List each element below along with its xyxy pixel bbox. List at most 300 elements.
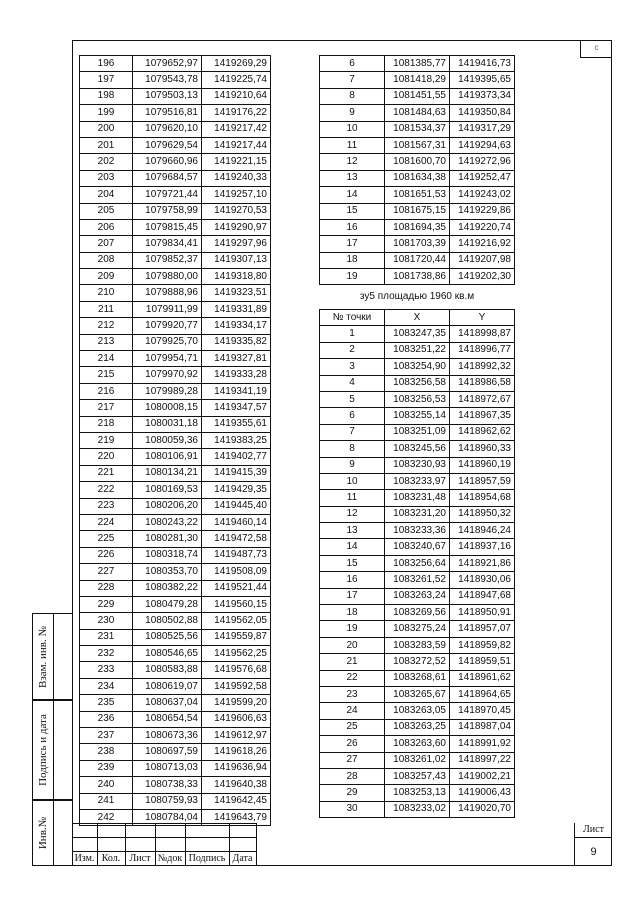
point-number-cell: 230	[80, 613, 133, 629]
point-number-cell: 10	[320, 473, 385, 489]
y-coordinate-cell: 1419317,29	[450, 121, 515, 137]
x-coordinate-cell: 1083247,35	[385, 326, 450, 342]
point-number-cell: 19	[320, 621, 385, 637]
x-coordinate-cell: 1081634,38	[385, 170, 450, 186]
point-number-cell: 216	[80, 383, 133, 399]
table-row	[320, 768, 515, 784]
table-row	[80, 318, 271, 334]
point-number-cell: 6	[320, 408, 385, 424]
point-number-cell: 23	[320, 686, 385, 702]
table-row	[320, 137, 515, 153]
x-coordinate-cell: 1083230,93	[385, 457, 450, 473]
point-number-cell: 210	[80, 285, 133, 301]
y-coordinate-cell: 1418959,82	[450, 637, 515, 653]
x-coordinate-cell: 1080318,74	[133, 547, 202, 563]
y-coordinate-cell: 1419269,29	[202, 56, 271, 72]
table-row	[320, 539, 515, 555]
point-number-cell: 200	[80, 121, 133, 137]
sheet-box	[574, 823, 612, 866]
x-coordinate-cell: 1083233,36	[385, 523, 450, 539]
x-coordinate-cell: 1083261,52	[385, 572, 450, 588]
table-row	[80, 121, 271, 137]
x-coordinate-cell: 1080281,30	[133, 531, 202, 547]
table-row	[320, 473, 515, 489]
point-number-cell: 198	[80, 88, 133, 104]
y-coordinate-cell: 1419229,86	[450, 203, 515, 219]
y-coordinate-cell: 1418996,77	[450, 342, 515, 358]
table-row	[80, 400, 271, 416]
coordinates-table-left	[79, 55, 271, 826]
point-number-cell: 21	[320, 654, 385, 670]
point-number-cell: 22	[320, 670, 385, 686]
y-coordinate-cell: 1419643,79	[202, 809, 271, 825]
x-coordinate-cell: 1083283,59	[385, 637, 450, 653]
x-coordinate-cell: 1080134,21	[133, 465, 202, 481]
y-coordinate-cell: 1418961,62	[450, 670, 515, 686]
y-coordinate-cell: 1419508,09	[202, 564, 271, 580]
y-coordinate-cell: 1418970,45	[450, 703, 515, 719]
header-y: Y	[450, 310, 515, 326]
y-coordinate-cell: 1419220,74	[450, 219, 515, 235]
point-number-cell: 16	[320, 572, 385, 588]
x-coordinate-cell: 1079834,41	[133, 236, 202, 252]
y-coordinate-cell: 1419445,40	[202, 498, 271, 514]
table-row	[320, 752, 515, 768]
table-row	[320, 588, 515, 604]
point-number-cell: 7	[320, 424, 385, 440]
x-coordinate-cell: 1083257,43	[385, 768, 450, 784]
y-coordinate-cell: 1419599,20	[202, 695, 271, 711]
y-coordinate-cell: 1419383,25	[202, 432, 271, 448]
table-row	[320, 555, 515, 571]
col-podpis: Подпись	[188, 853, 226, 864]
x-coordinate-cell: 1081738,86	[385, 269, 450, 285]
table-row	[80, 580, 271, 596]
label-podpis-data: Подпись и дата	[37, 714, 49, 786]
table-row	[320, 105, 515, 121]
table-caption: зу5 площадью 1960 кв.м	[359, 291, 475, 302]
x-coordinate-cell: 1079543,78	[133, 72, 202, 88]
x-coordinate-cell: 1080697,59	[133, 744, 202, 760]
table-row	[80, 793, 271, 809]
x-coordinate-cell: 1080169,53	[133, 482, 202, 498]
point-number-cell: 24	[320, 703, 385, 719]
x-coordinate-cell: 1080738,33	[133, 777, 202, 793]
y-coordinate-cell: 1419472,58	[202, 531, 271, 547]
x-coordinate-cell: 1079880,00	[133, 269, 202, 285]
col-list: Лист	[129, 853, 151, 864]
x-coordinate-cell: 1080654,54	[133, 711, 202, 727]
x-coordinate-cell: 1079516,81	[133, 105, 202, 121]
x-coordinate-cell: 1080008,15	[133, 400, 202, 416]
table-row	[320, 424, 515, 440]
table-row	[320, 219, 515, 235]
x-coordinate-cell: 1080106,91	[133, 449, 202, 465]
table-row	[80, 498, 271, 514]
table-row	[80, 646, 271, 662]
x-coordinate-cell: 1081694,35	[385, 219, 450, 235]
point-number-cell: 213	[80, 334, 133, 350]
x-coordinate-cell: 1080479,28	[133, 596, 202, 612]
x-coordinate-cell: 1083263,60	[385, 736, 450, 752]
table-row	[320, 670, 515, 686]
point-number-cell: 197	[80, 72, 133, 88]
y-coordinate-cell: 1419521,44	[202, 580, 271, 596]
point-number-cell: 207	[80, 236, 133, 252]
y-coordinate-cell: 1419318,80	[202, 269, 271, 285]
y-coordinate-cell: 1419642,45	[202, 793, 271, 809]
point-number-cell: 209	[80, 269, 133, 285]
y-coordinate-cell: 1419221,15	[202, 154, 271, 170]
table-row	[320, 187, 515, 203]
table-row	[320, 719, 515, 735]
x-coordinate-cell: 1083269,56	[385, 605, 450, 621]
y-coordinate-cell: 1418957,07	[450, 621, 515, 637]
table-row	[320, 490, 515, 506]
x-coordinate-cell: 1079684,57	[133, 170, 202, 186]
table-row	[320, 252, 515, 268]
table-row	[80, 662, 271, 678]
point-number-cell: 4	[320, 375, 385, 391]
x-coordinate-cell: 1080382,22	[133, 580, 202, 596]
y-coordinate-cell: 1419252,47	[450, 170, 515, 186]
table-row	[320, 236, 515, 252]
y-coordinate-cell: 1419350,84	[450, 105, 515, 121]
y-coordinate-cell: 1419562,25	[202, 646, 271, 662]
x-coordinate-cell: 1080353,70	[133, 564, 202, 580]
y-coordinate-cell: 1418950,32	[450, 506, 515, 522]
y-coordinate-cell: 1419217,44	[202, 137, 271, 153]
table-row	[80, 72, 271, 88]
point-number-cell: 13	[320, 523, 385, 539]
x-coordinate-cell: 1083275,24	[385, 621, 450, 637]
point-number-cell: 15	[320, 203, 385, 219]
x-coordinate-cell: 1081600,70	[385, 154, 450, 170]
y-coordinate-cell: 1419606,63	[202, 711, 271, 727]
table-row	[320, 736, 515, 752]
x-coordinate-cell: 1079503,13	[133, 88, 202, 104]
y-coordinate-cell: 1418987,04	[450, 719, 515, 735]
point-number-cell: 236	[80, 711, 133, 727]
coordinates-table-zu5	[319, 309, 515, 818]
label-inv: Инв.№	[37, 816, 49, 850]
y-coordinate-cell: 1418992,32	[450, 359, 515, 375]
y-coordinate-cell: 1418959,51	[450, 654, 515, 670]
point-number-cell: 28	[320, 768, 385, 784]
y-coordinate-cell: 1419612,97	[202, 728, 271, 744]
x-coordinate-cell: 1079954,71	[133, 351, 202, 367]
point-number-cell: 20	[320, 637, 385, 653]
table-row	[80, 465, 271, 481]
y-coordinate-cell: 1418947,68	[450, 588, 515, 604]
table-row	[320, 408, 515, 424]
table-row	[320, 375, 515, 391]
x-coordinate-cell: 1083231,48	[385, 490, 450, 506]
x-coordinate-cell: 1080637,04	[133, 695, 202, 711]
y-coordinate-cell: 1418921,86	[450, 555, 515, 571]
point-number-cell: 26	[320, 736, 385, 752]
point-number-cell: 18	[320, 252, 385, 268]
point-number-cell: 223	[80, 498, 133, 514]
y-coordinate-cell: 1419618,26	[202, 744, 271, 760]
point-number-cell: 232	[80, 646, 133, 662]
point-number-cell: 30	[320, 801, 385, 817]
x-coordinate-cell: 1079920,77	[133, 318, 202, 334]
y-coordinate-cell: 1419487,73	[202, 547, 271, 563]
x-coordinate-cell: 1083251,09	[385, 424, 450, 440]
y-coordinate-cell: 1419216,92	[450, 236, 515, 252]
table-row	[80, 56, 271, 72]
table-row	[320, 506, 515, 522]
x-coordinate-cell: 1083256,53	[385, 391, 450, 407]
table-row	[80, 547, 271, 563]
table-row	[320, 621, 515, 637]
x-coordinate-cell: 1080673,36	[133, 728, 202, 744]
point-number-cell: 211	[80, 301, 133, 317]
table-row	[80, 285, 271, 301]
x-coordinate-cell: 1083263,24	[385, 588, 450, 604]
point-number-cell: 17	[320, 236, 385, 252]
x-coordinate-cell: 1083255,14	[385, 408, 450, 424]
y-coordinate-cell: 1419373,34	[450, 88, 515, 104]
y-coordinate-cell: 1419355,61	[202, 416, 271, 432]
point-number-cell: 29	[320, 785, 385, 801]
y-coordinate-cell: 1419560,15	[202, 596, 271, 612]
y-coordinate-cell: 1418997,22	[450, 752, 515, 768]
point-number-cell: 14	[320, 187, 385, 203]
table-row	[320, 72, 515, 88]
table-row	[80, 678, 271, 694]
table-row	[320, 154, 515, 170]
y-coordinate-cell: 1418950,91	[450, 605, 515, 621]
point-number-cell: 224	[80, 514, 133, 530]
table-row	[320, 88, 515, 104]
table-row	[320, 441, 515, 457]
x-coordinate-cell: 1083251,22	[385, 342, 450, 358]
table-row	[80, 351, 271, 367]
col-data: Дата	[232, 853, 253, 864]
x-coordinate-cell: 1083254,90	[385, 359, 450, 375]
y-coordinate-cell: 1418930,06	[450, 572, 515, 588]
table-row	[80, 564, 271, 580]
y-coordinate-cell: 1419272,96	[450, 154, 515, 170]
point-number-cell: 7	[320, 72, 385, 88]
table-row	[320, 56, 515, 72]
x-coordinate-cell: 1080546,65	[133, 646, 202, 662]
point-number-cell: 233	[80, 662, 133, 678]
table-row	[320, 203, 515, 219]
table-row	[80, 629, 271, 645]
point-number-cell: 1	[320, 326, 385, 342]
table-row	[80, 137, 271, 153]
table-row	[80, 170, 271, 186]
y-coordinate-cell: 1418972,67	[450, 391, 515, 407]
x-coordinate-cell: 1080713,03	[133, 760, 202, 776]
x-coordinate-cell: 1079888,96	[133, 285, 202, 301]
point-number-cell: 234	[80, 678, 133, 694]
x-coordinate-cell: 1083253,13	[385, 785, 450, 801]
x-coordinate-cell: 1081451,55	[385, 88, 450, 104]
table-row	[320, 269, 515, 285]
table-row	[320, 605, 515, 621]
x-coordinate-cell: 1081567,31	[385, 137, 450, 153]
y-coordinate-cell: 1419327,81	[202, 351, 271, 367]
x-coordinate-cell: 1079911,99	[133, 301, 202, 317]
x-coordinate-cell: 1080583,88	[133, 662, 202, 678]
y-coordinate-cell: 1419429,35	[202, 482, 271, 498]
table-row	[80, 88, 271, 104]
y-coordinate-cell: 1419270,53	[202, 203, 271, 219]
y-coordinate-cell: 1419592,58	[202, 678, 271, 694]
table-row	[320, 801, 515, 817]
point-number-cell: 228	[80, 580, 133, 596]
x-coordinate-cell: 1080243,22	[133, 514, 202, 530]
y-coordinate-cell: 1419562,05	[202, 613, 271, 629]
header-point: № точки	[320, 310, 385, 326]
x-coordinate-cell: 1080619,07	[133, 678, 202, 694]
x-coordinate-cell: 1081534,37	[385, 121, 450, 137]
x-coordinate-cell: 1079620,10	[133, 121, 202, 137]
point-number-cell: 5	[320, 391, 385, 407]
point-number-cell: 215	[80, 367, 133, 383]
x-coordinate-cell: 1083265,67	[385, 686, 450, 702]
header-x: X	[385, 310, 450, 326]
margin-strip-podpis	[32, 700, 72, 800]
point-number-cell: 225	[80, 531, 133, 547]
y-coordinate-cell: 1419243,02	[450, 187, 515, 203]
point-number-cell: 10	[320, 121, 385, 137]
x-coordinate-cell: 1080759,93	[133, 793, 202, 809]
x-coordinate-cell: 1079652,97	[133, 56, 202, 72]
y-coordinate-cell: 1419333,28	[202, 367, 271, 383]
point-number-cell: 27	[320, 752, 385, 768]
point-number-cell: 8	[320, 88, 385, 104]
x-coordinate-cell: 1083233,97	[385, 473, 450, 489]
point-number-cell: 238	[80, 744, 133, 760]
x-coordinate-cell: 1083231,20	[385, 506, 450, 522]
table-row	[80, 744, 271, 760]
table-row	[80, 514, 271, 530]
point-number-cell: 205	[80, 203, 133, 219]
y-coordinate-cell: 1419297,96	[202, 236, 271, 252]
point-number-cell: 237	[80, 728, 133, 744]
point-number-cell: 25	[320, 719, 385, 735]
table-row	[320, 359, 515, 375]
point-number-cell: 201	[80, 137, 133, 153]
y-coordinate-cell: 1419307,13	[202, 252, 271, 268]
y-coordinate-cell: 1419347,57	[202, 400, 271, 416]
y-coordinate-cell: 1419559,87	[202, 629, 271, 645]
point-number-cell: 13	[320, 170, 385, 186]
point-number-cell: 15	[320, 555, 385, 571]
point-number-cell: 8	[320, 441, 385, 457]
point-number-cell: 242	[80, 809, 133, 825]
point-number-cell: 18	[320, 605, 385, 621]
table-row	[80, 105, 271, 121]
x-coordinate-cell: 1083233,02	[385, 801, 450, 817]
point-number-cell: 231	[80, 629, 133, 645]
x-coordinate-cell: 1083272,52	[385, 654, 450, 670]
y-coordinate-cell: 1419176,22	[202, 105, 271, 121]
y-coordinate-cell: 1419006,43	[450, 785, 515, 801]
table-row	[80, 613, 271, 629]
table-row	[320, 326, 515, 342]
point-number-cell: 199	[80, 105, 133, 121]
y-coordinate-cell: 1418957,59	[450, 473, 515, 489]
point-number-cell: 212	[80, 318, 133, 334]
x-coordinate-cell: 1081385,77	[385, 56, 450, 72]
point-number-cell: 208	[80, 252, 133, 268]
x-coordinate-cell: 1081484,63	[385, 105, 450, 121]
y-coordinate-cell: 1419002,21	[450, 768, 515, 784]
table-row	[80, 367, 271, 383]
y-coordinate-cell: 1419341,19	[202, 383, 271, 399]
table-row	[80, 154, 271, 170]
y-coordinate-cell: 1418960,19	[450, 457, 515, 473]
x-coordinate-cell: 1080525,56	[133, 629, 202, 645]
y-coordinate-cell: 1418954,68	[450, 490, 515, 506]
coordinates-table-right-top	[319, 55, 515, 285]
point-number-cell: 219	[80, 432, 133, 448]
y-coordinate-cell: 1418986,58	[450, 375, 515, 391]
point-number-cell: 2	[320, 342, 385, 358]
point-number-cell: 239	[80, 760, 133, 776]
point-number-cell: 9	[320, 105, 385, 121]
point-number-cell: 217	[80, 400, 133, 416]
col-ndok: №док	[157, 853, 183, 864]
y-coordinate-cell: 1419402,77	[202, 449, 271, 465]
table-row	[80, 236, 271, 252]
table-row	[320, 121, 515, 137]
y-coordinate-cell: 1419331,89	[202, 301, 271, 317]
table-row	[80, 695, 271, 711]
point-number-cell: 19	[320, 269, 385, 285]
point-number-cell: 11	[320, 137, 385, 153]
point-number-cell: 203	[80, 170, 133, 186]
point-number-cell: 196	[80, 56, 133, 72]
x-coordinate-cell: 1079758,99	[133, 203, 202, 219]
point-number-cell: 14	[320, 539, 385, 555]
x-coordinate-cell: 1081720,44	[385, 252, 450, 268]
y-coordinate-cell: 1418962,62	[450, 424, 515, 440]
table-row	[80, 334, 271, 350]
table-row	[320, 457, 515, 473]
y-coordinate-cell: 1418964,65	[450, 686, 515, 702]
x-coordinate-cell: 1081703,39	[385, 236, 450, 252]
x-coordinate-cell: 1083268,61	[385, 670, 450, 686]
table-row	[320, 785, 515, 801]
table-row	[320, 170, 515, 186]
table-row	[320, 686, 515, 702]
y-coordinate-cell: 1419576,68	[202, 662, 271, 678]
table-row	[80, 531, 271, 547]
y-coordinate-cell: 1419335,82	[202, 334, 271, 350]
point-number-cell: 226	[80, 547, 133, 563]
table-row	[80, 383, 271, 399]
x-coordinate-cell: 1079970,92	[133, 367, 202, 383]
x-coordinate-cell: 1079852,37	[133, 252, 202, 268]
y-coordinate-cell: 1419640,38	[202, 777, 271, 793]
y-coordinate-cell: 1418991,92	[450, 736, 515, 752]
table-row	[80, 187, 271, 203]
point-number-cell: 206	[80, 219, 133, 235]
col-kol: Кол.	[101, 853, 121, 864]
x-coordinate-cell: 1081651,53	[385, 187, 450, 203]
point-number-cell: 240	[80, 777, 133, 793]
y-coordinate-cell: 1419334,17	[202, 318, 271, 334]
x-coordinate-cell: 1080502,88	[133, 613, 202, 629]
col-izm: Изм.	[74, 853, 95, 864]
